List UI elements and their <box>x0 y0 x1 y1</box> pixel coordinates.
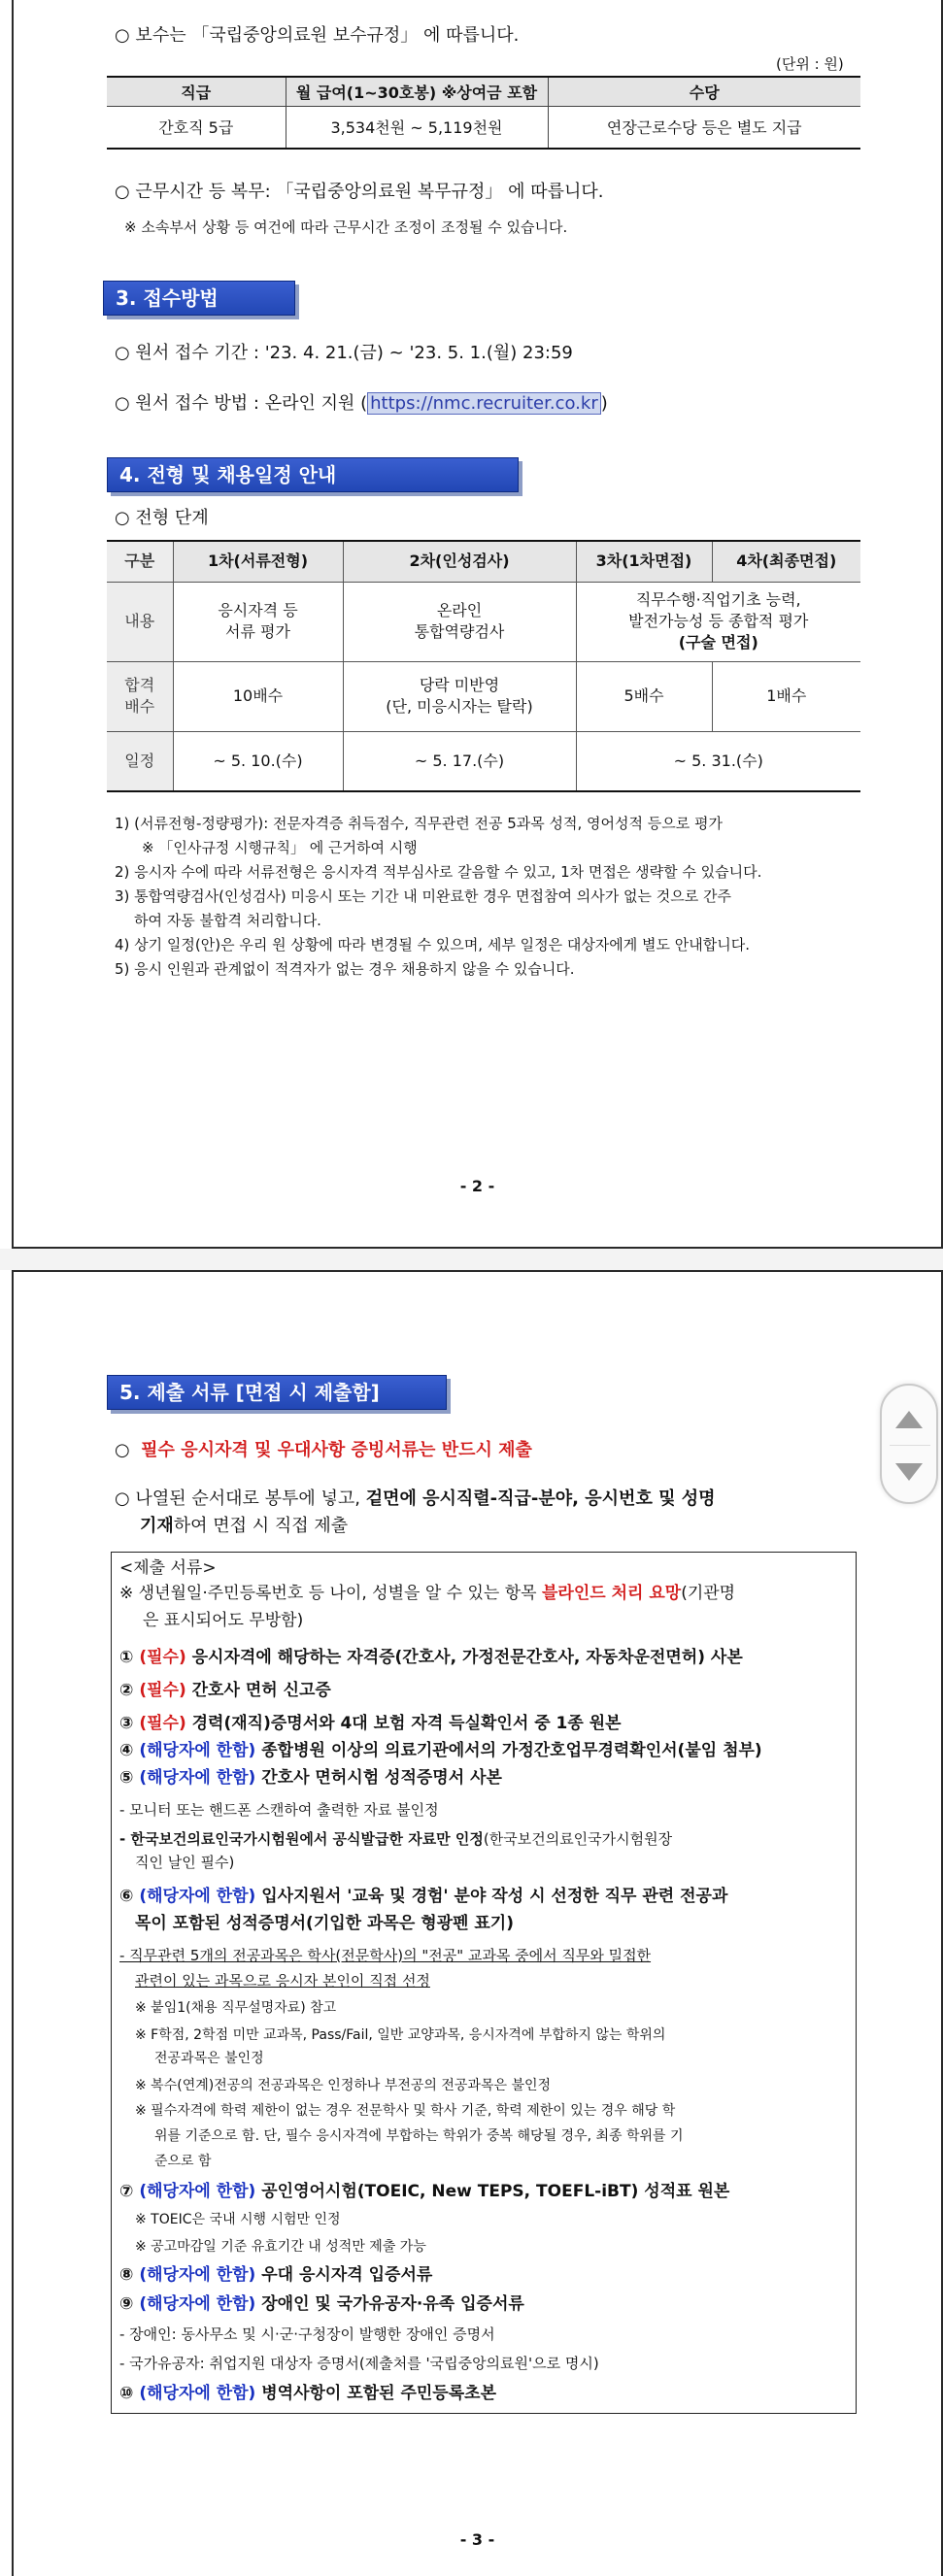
section-heading-5 <box>107 1375 447 1410</box>
item-9-sub: - 국가유공자: 취업지원 대상자 증명서(제출처를 '국립중앙의료원'으로 명시) <box>119 2355 599 2372</box>
required-tag: (필수) <box>139 1681 186 1700</box>
item-6-note-cont: 위를 기준으로 함. 단, 필수 응시자격에 부합하는 학위가 중복 해당될 경우, 최종 학위를 기 <box>154 2128 684 2144</box>
item-9 <box>119 2291 524 2318</box>
item-10 <box>119 2380 496 2407</box>
scroll-up-icon[interactable] <box>895 1411 923 1428</box>
order-line <box>115 1486 716 1513</box>
salary-cell: 간호직 5급 <box>107 106 286 149</box>
required-tag: (필수) <box>139 1648 186 1667</box>
schedule-cell: ~ 5. 31.(수) <box>576 731 860 791</box>
item-text: 간호사 면허시험 성적증명서 사본 <box>255 1768 502 1788</box>
salary-header: 직급 <box>107 77 286 106</box>
schedule-cell: 1배수 <box>712 661 860 731</box>
item-number: ⑥ <box>119 1887 134 1906</box>
note-line: 1) (서류전형-정량평가): 전문자격증 취득점수, 직무관련 전공 5과목 성적, 영어성적 등으로 평가 <box>115 815 723 832</box>
section-title: 5. 제출 서류 [면접 시 제출함] <box>119 1381 380 1404</box>
cell-line: 서류 평가 <box>225 622 290 641</box>
cell-line: (구술 면접) <box>678 633 758 652</box>
item-text: 병역사항이 포함된 주민등록초본 <box>255 2384 496 2403</box>
schedule-cell: ~ 5. 17.(수) <box>343 731 576 791</box>
section-heading-4 <box>107 457 519 492</box>
order-text: 하여 면접 시 직접 제출 <box>173 1516 349 1536</box>
optional-tag: (해당자에 한함) <box>139 2265 256 2285</box>
page-number: - 2 - <box>459 1177 495 1195</box>
note-line: 5) 응시 인원과 관계없이 적격자가 없는 경우 채용하지 않을 수 있습니다. <box>115 960 575 978</box>
cell-line: 통합역량검사 <box>414 622 505 641</box>
method-line <box>115 390 608 418</box>
order-line-cont <box>140 1513 348 1540</box>
optional-tag: (해당자에 한함) <box>139 1768 256 1788</box>
period-line: ○ 원서 접수 기간 : '23. 4. 21.(금) ~ '23. 5. 1.(월) 23:59 <box>115 343 573 363</box>
schedule-cell: 10배수 <box>173 661 343 731</box>
item-8 <box>119 2261 432 2289</box>
note-line: 4) 상기 일정(안)은 우리 원 상황에 따라 변경될 수 있으며, 세부 일정은 대상자에게 별도 안내합니다. <box>115 936 751 953</box>
note-line: 3) 통합역량검사(인성검사) 미응시 또는 기간 내 미완료한 경우 면접참여 의사가 없는 것으로 간주 <box>115 887 731 905</box>
item-2 <box>119 1677 331 1704</box>
birth-note-cont: 은 표시되어도 무방함) <box>143 1611 304 1630</box>
cell-line: 온라인 <box>436 601 483 619</box>
scroll-down-icon[interactable] <box>895 1463 923 1481</box>
must-line: ○ 필수 응시자격 및 우대사항 증빙서류는 반드시 제출 <box>115 1440 532 1460</box>
schedule-row-label: 일정 <box>107 731 173 791</box>
cell-line: 당락 미반영 <box>419 676 500 694</box>
schedule-cell <box>343 582 576 661</box>
scroll-control <box>880 1384 938 1504</box>
item-7-note: ※ 공고마감일 기준 유효기간 내 성적만 제출 가능 <box>135 2239 426 2255</box>
item-7-note: ※ TOEIC은 국내 시행 시험만 인정 <box>135 2212 341 2227</box>
item-1 <box>119 1644 743 1671</box>
salary-cell: 3,534천원 ~ 5,119천원 <box>286 106 548 149</box>
item-6-note-cont: 준으로 함 <box>154 2154 212 2169</box>
item-text: 종합병원 이상의 의료기관에서의 가정간호업무경력확인서(붙임 첨부) <box>255 1741 762 1760</box>
note-line: ※ 「인사규정 시행규칙」 에 근거하여 시행 <box>142 839 418 856</box>
order-text: ○ 나열된 순서대로 봉투에 넣고, <box>115 1489 366 1509</box>
optional-tag: (해당자에 한함) <box>139 2182 256 2201</box>
birth-text: ※ 생년월일·주민등록번호 등 나이, 성별을 알 수 있는 항목 <box>119 1584 542 1603</box>
schedule-header: 구분 <box>107 541 173 582</box>
item-6-note: ※ 복수(연계)전공의 전공과목은 인정하나 부전공의 전공과목은 불인정 <box>135 2078 552 2093</box>
required-tag: (필수) <box>139 1714 186 1733</box>
item-number: ⑨ <box>119 2294 134 2314</box>
schedule-header: 1차(서류전형) <box>173 541 343 582</box>
item-6-cont: 목이 포함된 성적증명서(기입한 과목은 형광펜 표기) <box>135 1914 514 1933</box>
sub-text: (한국보건의료인국가시험원장 <box>483 1830 673 1848</box>
item-9-sub: - 장애인: 동사무소 및 시·군·구청장이 발행한 장애인 증명서 <box>119 2325 495 2343</box>
item-6 <box>119 1883 727 1910</box>
schedule-cell: ~ 5. 10.(수) <box>173 731 343 791</box>
cell-line: 응시자격 등 <box>218 601 298 619</box>
schedule-cell <box>576 582 860 661</box>
method-suffix: ) <box>600 393 608 414</box>
item-5-sub <box>119 1826 672 1852</box>
item-text: 입사지원서 '교육 및 경험' 분야 작성 시 선정한 직무 관련 전공과 <box>255 1887 728 1906</box>
item-5 <box>119 1764 502 1791</box>
salary-header: 월 급여(1~30호봉) ※상여금 포함 <box>286 77 548 106</box>
item-3 <box>119 1710 622 1737</box>
schedule-row-label <box>107 661 173 731</box>
item-number: ⑤ <box>119 1768 134 1788</box>
birth-text: (기관명 <box>681 1584 736 1603</box>
item-number: ③ <box>119 1714 134 1733</box>
item-6-sub: - 직무관련 5개의 전공과목은 학사(전문학사)의 "전공" 교과목 중에서 직무와 밀접한 <box>119 1947 652 1964</box>
document-page-3 <box>12 1270 943 2576</box>
work-note: ※ 소속부서 상황 등 여건에 따라 근무시간 조정이 조정될 수 있습니다. <box>124 218 568 236</box>
schedule-header: 2차(인성검사) <box>343 541 576 582</box>
work-line: ○ 근무시간 등 복무: 「국립중앙의료원 복무규정」 에 따릅니다. <box>115 182 604 202</box>
sub-bold: - 한국보건의료인국가시험원에서 공식발급한 자료만 인정 <box>119 1830 484 1848</box>
page-number: - 3 - <box>459 2530 495 2549</box>
document-page-2 <box>12 0 943 1249</box>
documents-box <box>111 1552 857 2414</box>
item-number: ⑧ <box>119 2265 134 2285</box>
item-6-note-cont: 전공과목은 불인정 <box>154 2051 264 2066</box>
item-number: ⑩ <box>119 2384 134 2403</box>
optional-tag: (해당자에 한함) <box>139 1887 256 1906</box>
birth-note <box>119 1580 735 1607</box>
cell-line: (단, 미응시자는 탈락) <box>386 697 533 716</box>
divider <box>890 1445 930 1446</box>
item-6-note: ※ 필수자격에 학력 제한이 없는 경우 전문학사 및 학사 기준, 학력 제한이 있는 경우 해당 학 <box>135 2103 676 2119</box>
note-line: 하여 자동 불합격 처리합니다. <box>134 912 321 929</box>
note-line: 2) 응시자 수에 따라 서류전형은 응시자격 적부심사로 갈음할 수 있고, 1차 면접은 생략할 수 있습니다. <box>115 863 762 881</box>
must-text: 필수 응시자격 및 우대사항 증빙서류는 반드시 제출 <box>141 1440 532 1460</box>
schedule-header: 3차(1차면접) <box>576 541 712 582</box>
item-text: 공인영어시험(TOEIC, New TEPS, TOEFL-iBT) 성적표 원본 <box>255 2182 730 2201</box>
order-text-bold: 기재 <box>140 1516 174 1536</box>
cell-line: 직무수행·직업기초 능력, <box>635 590 801 609</box>
unit-label: (단위 : 원) <box>776 55 844 73</box>
item-text: 간호사 면허 신고증 <box>185 1681 331 1700</box>
order-text-bold: 겉면에 응시직렬-직급-분야, 응시번호 및 성명 <box>365 1489 716 1509</box>
salary-table <box>107 76 860 150</box>
method-prefix: ○ 원서 접수 방법 : 온라인 지원 ( <box>115 393 368 414</box>
item-5-sub-cont: 직인 날인 필수) <box>135 1854 235 1871</box>
salary-header: 수당 <box>548 77 860 106</box>
item-6-sub-cont: 관련이 있는 과목으로 응시자 본인이 직접 선정 <box>135 1972 430 1990</box>
item-number: ① <box>119 1648 134 1667</box>
item-6-note: ※ 붙임1(채용 직무설명자료) 참고 <box>135 2000 337 2016</box>
schedule-cell: 5배수 <box>576 661 712 731</box>
schedule-cell <box>173 582 343 661</box>
box-title: <제출 서류> <box>119 1558 217 1578</box>
section-title: 3. 접수방법 <box>116 286 219 310</box>
schedule-cell <box>343 661 576 731</box>
stage-line: ○ 전형 단계 <box>115 508 209 528</box>
item-text: 우대 응시자격 입증서류 <box>255 2265 433 2285</box>
section-title: 4. 전형 및 채용일정 안내 <box>119 463 337 486</box>
salary-cell: 연장근로수당 등은 별도 지급 <box>548 106 860 149</box>
item-6-note: ※ F학점, 2학점 미만 교과목, Pass/Fail, 일반 교양과목, 응시자격에 부합하지 않는 학위의 <box>135 2027 666 2043</box>
item-4 <box>119 1737 762 1764</box>
cell-line: 배수 <box>124 697 155 716</box>
optional-tag: (해당자에 한함) <box>139 2384 256 2403</box>
item-7 <box>119 2178 729 2205</box>
salary-line: ○ 보수는 「국립중앙의료원 보수규정」 에 따릅니다. <box>115 25 520 46</box>
cell-line: 발전가능성 등 종합적 평가 <box>628 612 809 630</box>
item-number: ④ <box>119 1741 134 1760</box>
recruit-link[interactable]: https://nmc.recruiter.co.kr <box>367 392 601 415</box>
section-heading-3 <box>103 281 295 316</box>
item-text: 장애인 및 국가유공자·유족 입증서류 <box>255 2294 524 2314</box>
cell-line: 합격 <box>124 676 155 694</box>
item-text: 응시자격에 해당하는 자격증(간호사, 가정전문간호사, 자동차운전면허) 사본 <box>185 1648 743 1667</box>
blind-text: 블라인드 처리 요망 <box>541 1584 682 1603</box>
schedule-header: 4차(최종면접) <box>712 541 860 582</box>
schedule-table <box>107 540 860 792</box>
optional-tag: (해당자에 한함) <box>139 1741 256 1760</box>
optional-tag: (해당자에 한함) <box>139 2294 256 2314</box>
item-5-sub: - 모니터 또는 핸드폰 스캔하여 출력한 자료 불인정 <box>119 1801 439 1819</box>
item-number: ② <box>119 1681 134 1700</box>
schedule-row-label: 내용 <box>107 582 173 661</box>
item-number: ⑦ <box>119 2182 134 2201</box>
page-gap <box>0 1249 943 1270</box>
item-text: 경력(재직)증명서와 4대 보험 자격 득실확인서 중 1종 원본 <box>185 1714 622 1733</box>
